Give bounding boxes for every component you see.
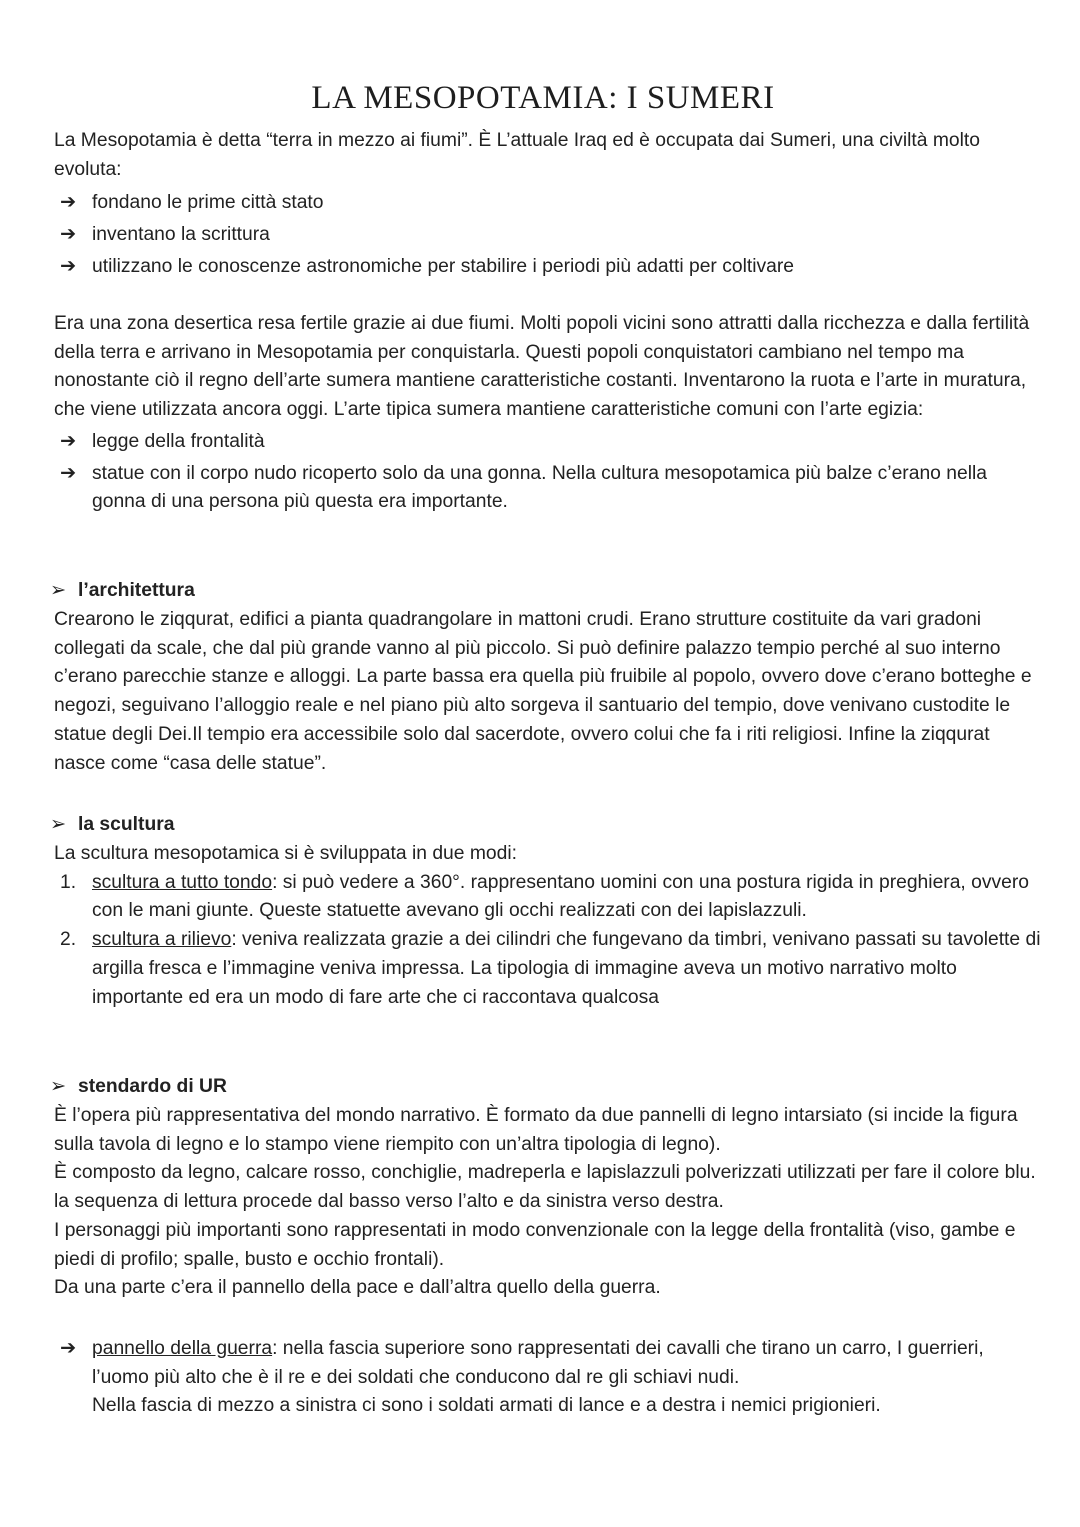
intro-paragraph: La Mesopotamia è detta “terra in mezzo ai fiumi”. È L’attuale Iraq ed è occupata dai Sumeri, una civiltà molto evoluta: <box>54 130 980 180</box>
term-rilievo: scultura a rilievo <box>92 929 232 951</box>
stendardo-paragraph-2: È composto da legno, calcare rosso, conchiglie, madreperla e lapislazzuli polverizzati utilizzati per fare il colore blu. la sequenza di lettura procede dal basso verso l’alto e da sinistra verso destra. <box>54 1162 1036 1213</box>
heading-marker-icon: ➢ <box>50 1076 67 1097</box>
arrow-bullet-icon: ➔ <box>60 1338 77 1359</box>
heading-marker-icon: ➢ <box>50 580 67 601</box>
list-item: 1. scultura a tutto tondo: si può vedere a 360°. rappresentano uomini con una postura rigida in preghiera, ovvero con le mani giunte. Queste statuette avevano gli occhi realizzati con dei lapislazzuli. <box>60 871 1030 922</box>
stendardo-paragraph-4: Da una parte c’era il pannello della pace e dall’altra quello della guerra. <box>54 1277 661 1299</box>
scultura-heading: ➢ la scultura <box>50 811 174 840</box>
arrow-bullet-icon: ➔ <box>60 224 77 246</box>
list-item: ➔ legge della frontalità <box>54 428 1044 457</box>
list-item: ➔ fondano le prime città stato <box>54 187 1044 219</box>
scultura-intro: La scultura mesopotamica si è sviluppata in due modi: <box>54 843 517 864</box>
scultura-list <box>54 869 1044 1013</box>
heading-marker-icon: ➢ <box>50 814 67 835</box>
page-title: LA MESOPOTAMIA: I SUMERI <box>311 80 775 116</box>
list-item: ➔ utilizzano le conoscenze astronomiche per stabilire i periodi più adatti per coltivare <box>54 251 1044 283</box>
guerra-section <box>54 1335 1044 1421</box>
term-pannello-guerra: pannello della guerra <box>92 1338 273 1359</box>
arrow-bullet-icon: ➔ <box>60 430 77 452</box>
list-item: 2. scultura a rilievo: veniva realizzata grazie a dei cilindri che fungevano da timbri, venivano passati su tavolette di argilla fresca e l’immagine veniva impressa. La tipologia di immagine aveva un motivo narrativo molto importante ed era un modo di fare arte che ci raccontava qualcosa <box>60 929 1041 1008</box>
arrow-bullet-icon: ➔ <box>60 462 77 484</box>
intro-section <box>54 127 1044 283</box>
architettura-paragraph: Crearono le ziqqurat, edifici a pianta quadrangolare in mattoni crudi. Erano strutture costituite da vari gradoni collegati da scale, che dal più grande vanno al più piccolo. Si può definire palazzo tempio perché al suo interno c’erano parecchie stanze e alloggi. La parte bassa era quella più fruibile al popolo, ovvero dove c’erano botteghe e negozi, seguivano l’alloggio reale e nel piano più alto sorgeva il santuario del tempio, dove venivano custodite le statue degli Dei.Il tempio era accessibile solo dal sacerdote, ovvero colui che fa i riti religiosi. Infine la ziqqurat nasce come “casa delle statue”. <box>54 609 1032 774</box>
art-traits-list <box>54 428 1044 517</box>
architettura-heading: ➢ l’architettura <box>50 577 195 606</box>
intro-bullet-list <box>54 187 1044 283</box>
list-item: ➔ pannello della guerra: nella fascia superiore sono rappresentati dei cavalli che tirano un carro, I guerrieri, l’uomo più alto che è il re e dei soldati che conducono dal re gli schiavi nudi. Nella fascia di mezzo a sinistra ci sono i soldati armati di lance e a destra i nemici prigionieri. <box>54 1335 1044 1421</box>
term-tutto-tondo: scultura a tutto tondo <box>92 871 273 893</box>
arrow-bullet-icon: ➔ <box>60 256 77 278</box>
arrow-bullet-icon: ➔ <box>60 192 77 214</box>
context-section <box>54 310 1044 517</box>
stendardo-paragraph-1: È l’opera più rappresentativa del mondo narrativo. È formato da due pannelli di legno intarsiato (si incide la figura sulla tavola di legno e lo stampo viene riempito con un’altra tipologia di legno). <box>54 1105 1018 1155</box>
stendardo-heading: ➢ stendardo di UR <box>50 1073 227 1102</box>
scultura-section <box>54 840 1044 1012</box>
list-item: ➔ inventano la scrittura <box>54 219 1044 251</box>
architettura-section <box>54 606 1044 778</box>
stendardo-paragraph-3: I personaggi più importanti sono rappresentati in modo convenzionale con la legge della frontalità (viso, gambe e piedi di profilo; spalle, busto e occhio frontali). <box>54 1219 1016 1270</box>
list-item: ➔ statue con il corpo nudo ricoperto solo da una gonna. Nella cultura mesopotamica più balze c’erano nella gonna di una persona più questa era importante. <box>54 460 1044 517</box>
guerra-list <box>54 1335 1044 1421</box>
stendardo-section <box>54 1102 1044 1303</box>
context-paragraph: Era una zona desertica resa fertile grazie ai due fiumi. Molti popoli vicini sono attratti dalla ricchezza e dalla fertilità della terra e arrivano in Mesopotamia per conquistarla. Questi popoli conquistatori cambiano nel tempo ma nonostante ciò il regno dell’arte sumera mantiene caratteristiche costanti. Inventarono la ruota e l’arte in muratura, che viene utilizzata ancora oggi. L’arte tipica sumera mantiene caratteristiche comuni con l’arte egizia: <box>54 313 1030 421</box>
